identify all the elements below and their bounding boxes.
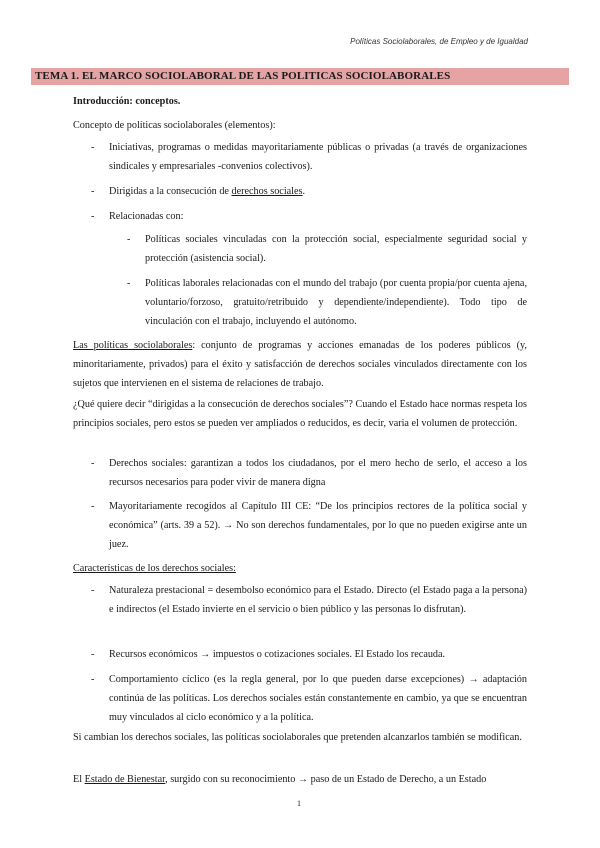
- bullet-initiatives: Iniciativas, programas o medidas mayoritariamente públicas o privadas (a través de organizaciones sindicales y empresariales -convenios colectivos).: [109, 142, 527, 173]
- bullet-chapter-iii: Mayoritariamente recogidos al Capítulo III CE: “De los principios rectores de la política social y económica” (arts. 39 a 52). → No son derechos fundamentales, por lo que no pueden exigirse ante un juez.: [109, 501, 527, 551]
- bullet-dash: -: [91, 674, 95, 685]
- bullet-dash: -: [91, 649, 95, 660]
- bullet-cyclic-behaviour: Comportamiento cíclico (es la regla general, por lo que pueden darse excepciones) → adaptación continúa de las políticas. Los derechos sociales están constantemente en cambio, ya que se encuentran muy vinculados al ciclo económico y a la política.: [109, 674, 527, 724]
- definition-text: : conjunto de programas y acciones emanadas de los poderes públicos (y, minoritariamente, privados) para el éxito y satisfacción de derechos sociales vinculados directamente con los sujetos que intervienen en el sistema de relaciones de trabajo.: [73, 340, 527, 390]
- bullet-directed-post: .: [302, 186, 306, 197]
- bullet-related: Relacionadas con:: [109, 211, 184, 222]
- social-rights-term: derechos sociales: [231, 186, 303, 197]
- welfare-pre: El: [73, 774, 85, 785]
- characteristics-heading: Características de los derechos sociales:: [73, 563, 236, 574]
- change-paragraph: Si cambian los derechos sociales, las políticas sociolaborales que pretenden alcanzarlos también se modifican.: [73, 732, 522, 743]
- page-number: 1: [297, 799, 301, 808]
- welfare-state-term: Estado de Bienestar: [84, 774, 166, 785]
- concept-line: Concepto de políticas sociolaborales (elementos):: [73, 120, 276, 131]
- chapter-title: TEMA 1. EL MARCO SOCIOLABORAL DE LAS POLITICAS SOCIOLABORALES: [35, 70, 451, 82]
- bullet-social-rights: Derechos sociales: garantizan a todos los ciudadanos, por el mero hecho de serlo, el acceso a los recursos necesarios para poder vivir de manera digna: [109, 458, 527, 489]
- bullet-dash: -: [91, 186, 95, 197]
- subbullet-social-policies: Políticas sociales vinculadas con la protección social, especialmente seguridad social y protección (asistencia social).: [145, 234, 527, 265]
- definition-paragraph: [73, 336, 527, 394]
- running-header: Políticas Sociolaborales, de Empleo y de Igualdad: [350, 37, 528, 46]
- bullet-directed: [109, 182, 527, 201]
- bullet-dash: -: [91, 211, 95, 222]
- bullet-directed-pre: Dirigidas a la consecución de: [109, 186, 232, 197]
- subbullet-dash: -: [127, 234, 131, 245]
- chapter-title-bar: [31, 68, 569, 85]
- bullet-dash: -: [91, 142, 95, 153]
- question-paragraph: ¿Qué quiere decir “dirigidas a la consecución de derechos sociales”? Cuando el Estado hace normas respeta los principios sociales, pero estos se pueden ver ampliados o reducidos, es decir, varia el volumen de protección.: [73, 399, 527, 430]
- bullet-dash: -: [91, 585, 95, 596]
- bullet-dash: -: [91, 501, 95, 512]
- intro-heading: Introducción: conceptos.: [73, 96, 181, 107]
- bullet-prestational-nature: Naturaleza prestacional = desembolso económico para el Estado. Directo (el Estado paga a la persona) e indirectos (el Estado invierte en el servicio o bien público y las personas lo disfrutan).: [109, 585, 527, 616]
- subbullet-dash: -: [127, 278, 131, 289]
- subbullet-labour-policies: Políticas laborales relacionadas con el mundo del trabajo (por cuenta propia/por cuenta ajena, voluntario/forzoso, gratuito/retribuido y dependiente/independiente). Todo tipo de vinculación con el trabajo, incluyendo el autónomo.: [145, 278, 527, 328]
- definition-term: Las políticas sociolaborales: [73, 340, 193, 351]
- bullet-dash: -: [91, 458, 95, 469]
- welfare-state-paragraph: [73, 770, 527, 789]
- bullet-economic-resources: Recursos económicos → impuestos o cotizaciones sociales. El Estado los recauda.: [109, 649, 446, 660]
- welfare-text: , surgido con su reconocimiento → paso de un Estado de Derecho, a un Estado: [165, 774, 487, 785]
